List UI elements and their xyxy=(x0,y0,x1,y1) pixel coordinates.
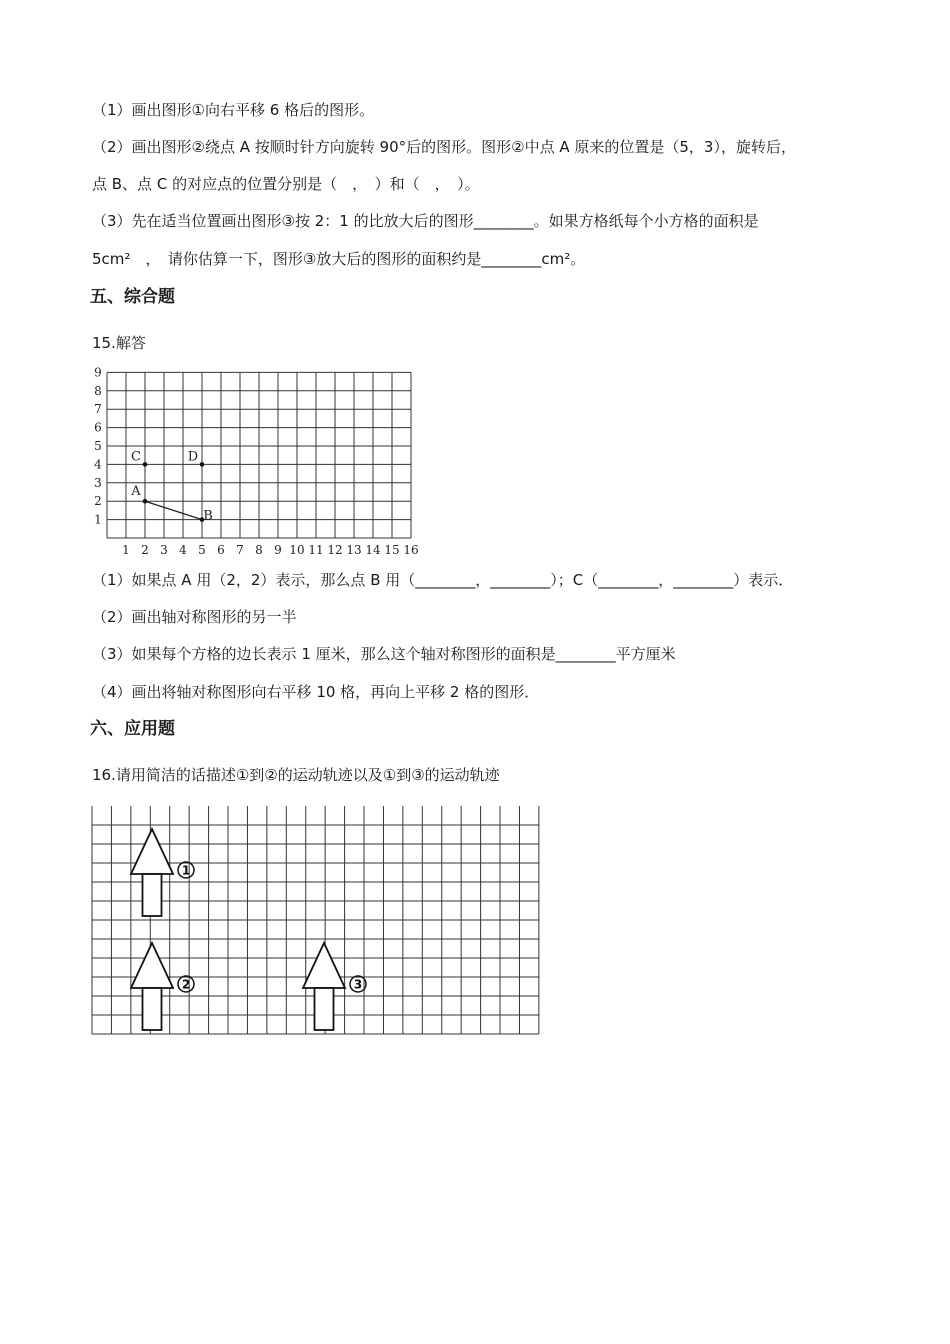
q14-part3-line2: 5cm² ， 请你估算一下，图形③放大后的图形的面积约是________cm²。 xyxy=(92,250,586,268)
arrow-head xyxy=(131,829,173,874)
x-tick-label: 2 xyxy=(141,543,149,557)
y-tick-label: 7 xyxy=(94,402,102,417)
x-tick-label: 9 xyxy=(274,543,282,557)
q16-label: 16.请用简洁的话描述①到②的运动轨迹以及①到③的运动轨迹 xyxy=(92,766,500,784)
y-tick-label: 2 xyxy=(94,494,102,509)
y-tick-label: 4 xyxy=(94,457,102,472)
x-tick-label: 8 xyxy=(255,543,263,557)
y-tick-label: 1 xyxy=(94,512,102,527)
x-tick-label: 12 xyxy=(327,543,343,557)
x-tick-label: 14 xyxy=(365,543,381,557)
point-label-D: D xyxy=(187,449,199,465)
q14-part2-line1: （2）画出图形②绕点 A 按顺时针方向旋转 90°后的图形。图形②中点 A 原来的位置是（5，3），旋转后， xyxy=(92,138,796,156)
point-label-A: A xyxy=(131,484,141,500)
x-tick-label: 5 xyxy=(198,543,206,557)
x-tick-label: 6 xyxy=(217,543,225,557)
x-tick-label: 15 xyxy=(384,543,400,557)
arrow-shaft xyxy=(315,988,334,1030)
q14-part2-line2: 点 B、点 C 的对应点的位置分别是（ ， ）和（ ， ）。 xyxy=(92,175,480,193)
arrow-shape-3 xyxy=(303,943,366,1030)
shape-label: 3 xyxy=(353,977,363,992)
x-tick-label: 16 xyxy=(403,543,419,557)
x-tick-label: 4 xyxy=(179,543,187,557)
arrow-shaft xyxy=(143,988,162,1030)
point-label-B: B xyxy=(203,508,213,524)
arrow-head xyxy=(303,943,345,988)
arrow-shape-1 xyxy=(131,829,194,916)
q15-part4: （4）画出将轴对称图形向右平移 10 格，再向上平移 2 格的图形． xyxy=(92,683,540,701)
x-tick-label: 10 xyxy=(289,543,305,557)
q15-part1: （1）如果点 A 用（2，2）表示，那么点 B 用（________，________）；C（________，________）表示． xyxy=(92,571,794,589)
x-tick-label: 3 xyxy=(160,543,168,557)
q15-part3: （3）如果每个方格的边长表示 1 厘米，那么这个轴对称图形的面积是________平方厘米 xyxy=(92,645,676,663)
arrow-shaft xyxy=(143,874,162,916)
y-tick-label: 8 xyxy=(94,383,102,398)
shape-label: 1 xyxy=(181,863,191,878)
arrow-head xyxy=(131,943,173,988)
arrow-shape-2 xyxy=(131,943,194,1030)
section-6-heading: 六、应用题 xyxy=(90,719,175,739)
y-tick-label: 6 xyxy=(94,420,102,435)
x-tick-label: 11 xyxy=(308,543,324,557)
x-tick-label: 1 xyxy=(122,543,130,557)
q15-part2: （2）画出轴对称图形的另一半 xyxy=(92,608,297,626)
y-tick-label: 9 xyxy=(94,365,102,380)
x-tick-label: 7 xyxy=(236,543,244,557)
section-5-heading: 五、综合题 xyxy=(90,287,175,307)
x-tick-label: 13 xyxy=(346,543,362,557)
shape-label: 2 xyxy=(181,977,191,992)
q14-part3-line1: （3）先在适当位置画出图形③按 2：1 的比放大后的图形________。如果方格纸每个小方格的面积是 xyxy=(92,212,759,230)
q14-part1: （1）画出图形①向右平移 6 格后的图形。 xyxy=(92,101,375,119)
y-tick-label: 3 xyxy=(94,475,102,490)
point-label-C: C xyxy=(131,449,141,465)
y-tick-label: 5 xyxy=(94,439,102,453)
q15-label: 15.解答 xyxy=(92,334,146,352)
